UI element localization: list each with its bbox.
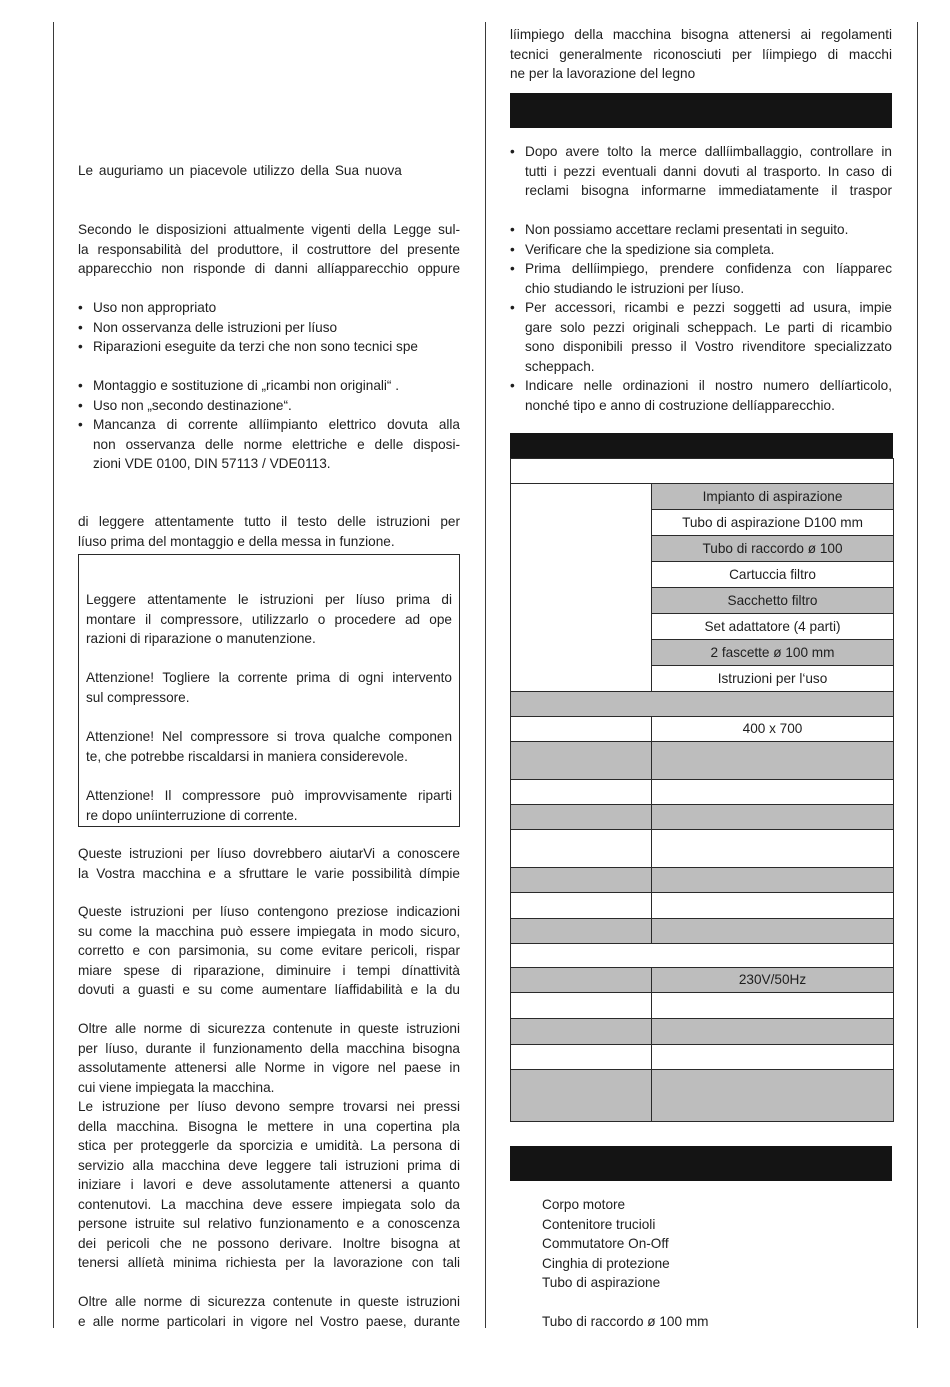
list-item: • Uso non „secondo destinazione“. (78, 396, 460, 416)
list-item: • Mancanza di corrente allíimpianto elettrico dovuta alla non osservanza delle norme elettriche e delle disposi- zioni VDE 0100, DIN 57113 / VDE0113. (78, 415, 460, 474)
left-margin-line (53, 22, 54, 1328)
table-cell (652, 919, 894, 944)
list-item: • Non osservanza delle istruzioni per líuso (78, 318, 460, 338)
table-cell (652, 1019, 894, 1045)
list-item: • Indicare nelle ordinazioni il nostro numero dellíarticolo, nonché tipo e anno di costruzione dellíapparecchio. (510, 376, 892, 415)
right-margin-line (917, 22, 918, 1328)
table-cell (511, 805, 652, 830)
list-item: • Per accessori, ricambi e pezzi soggetti ad usura, impie gare solo pezzi originali scheppach. Le parti di ricambio sono disponibili presso il Vostro rivenditore specializzato scheppach. (510, 298, 892, 376)
liability-paragraph: Secondo le disposizioni attualmente vigenti della Legge sul- la responsabilità del produttore, il costruttore del presente apparecchio non risponde di danni allíapparecchio oppure (78, 222, 460, 276)
table-cell (652, 780, 894, 805)
table-cell (511, 1070, 652, 1122)
table-cell (652, 805, 894, 830)
table-cell (511, 893, 652, 919)
table-cell: 2 fascette ø 100 mm (652, 640, 894, 666)
table-cell: 230V/50Hz (652, 968, 894, 993)
table-row (511, 944, 894, 968)
warning-paragraph-3: Attenzione! Nel compressore si trova qualche componen te, che potrebbe riscaldarsi in maniera considerevole. (86, 729, 452, 764)
table-cell (511, 1019, 652, 1045)
table-cell (511, 968, 652, 993)
list-item: • Riparazioni eseguite da terzi che non sono tecnici spe (78, 337, 460, 357)
list-item: Tubo di aspirazione (542, 1275, 661, 1290)
table-cell (652, 993, 894, 1019)
table-cell: Set adattatore (4 parti) (652, 614, 894, 640)
regulations-paragraph: Oltre alle norme di sicurezza contenute in queste istruzioni e alle norme particolari in vigore nel Vostro paese, durante (78, 1294, 460, 1329)
list-item: Cinghia di protezione (542, 1255, 670, 1271)
parts-list-extra: Tubo di raccordo ø 100 mm (542, 1314, 709, 1329)
table-cell (652, 893, 894, 919)
list-item: Corpo motore (542, 1197, 626, 1212)
exclusions-list-2 (78, 376, 460, 474)
list-item: Commutatore On-Off (542, 1236, 669, 1251)
list-item: • Dopo avere tolto la merce dallíimballaggio, controllare in tutti i pezzi eventuali danni dovuti al trasporto. In caso di reclami bisogna informarne immediatamente il traspor (510, 142, 892, 201)
safety-warning-box (78, 554, 460, 827)
exclusions-list-1 (78, 298, 460, 357)
table-cell: Tubo di aspirazione D100 mm (652, 510, 894, 536)
section-header-bar-2 (510, 1146, 892, 1181)
table-cell: Impianto di aspirazione (652, 484, 894, 510)
warning-paragraph-1: Leggere attentamente le istruzioni per líuso prima di montare il compressore, utilizzarlo o procedere ad ope razioni di riparazione o manutenzione. (86, 592, 452, 646)
technical-data-table (510, 458, 894, 1122)
table-cell (652, 1045, 894, 1070)
list-item: • Montaggio e sostituzione di „ricambi non originali“ . (78, 376, 460, 396)
intro-text: Le auguriamo un piacevole utilizzo della Sua nuova (78, 163, 402, 178)
table-cell: 400 x 700 (652, 717, 894, 742)
delivery-notes-list (510, 220, 892, 415)
list-item: • Prima dellíimpiego, prendere confidenza con líapparec chio studiando le istruzioni per líuso. (510, 259, 892, 298)
parts-list (542, 1195, 882, 1293)
list-item: • Verificare che la spedizione sia completa. (510, 240, 892, 260)
table-cell (511, 868, 652, 893)
table-cell (511, 742, 652, 780)
table-cell (652, 868, 894, 893)
table-cell (511, 830, 652, 868)
table-cell: Tubo di raccordo ø 100 (652, 536, 894, 562)
table-cell (511, 993, 652, 1019)
table-cell (511, 919, 652, 944)
technical-rules-paragraph: líimpiego della macchina bisogna attenersi ai regolamenti tecnici generalmente riconosciuti per líimpiego di macchi ne per la lavorazione del legno (510, 27, 892, 81)
center-divider-line (485, 22, 486, 1328)
warning-paragraph-2: Attenzione! Togliere la corrente prima di ogni intervento sul compressore. (86, 670, 452, 705)
table-cell (511, 780, 652, 805)
contents-paragraph: Queste istruzioni per líuso contengono preziose indicazioni su come la macchina può essere impiegata in modo sicuro, corretto e con parsimonia, su come evitare pericoli, rispar miare spese di riparazione, diminuire i tempi dínattività dovuti a guasti e su come aumentare líaffidabilità e la du (78, 904, 460, 997)
unpacking-list (510, 142, 892, 201)
section-header-bar (510, 93, 892, 128)
table-cell (511, 484, 652, 692)
table-cell (511, 1045, 652, 1070)
table-cell (511, 717, 652, 742)
table-cell (652, 830, 894, 868)
purpose-paragraph: Queste istruzioni per líuso dovrebbero aiutarVi a conoscere la Vostra macchina e a sfruttare le varie possibilità dímpie (78, 846, 460, 881)
list-item: • Uso non appropriato (78, 298, 460, 318)
table-header-bar (510, 433, 893, 458)
warning-paragraph-4: Attenzione! Il compressore può improvvisamente riparti re dopo uníinterruzione di corrente. (86, 788, 452, 823)
safety-norms-paragraph: Oltre alle norme di sicurezza contenute in queste istruzioni per líuso, durante il funzionamento della macchina bisogna assolutamente attenersi alle Norme in vigore nel paese in cui viene impiegata la macchina. Le istruzione per líuso devono sempre trovarsi nei pressi della macchina. Bisogna le metterе in una copertina pla stica per proteggerle da sporcizia e umidità. La persona di servizio alla macchina deve leggere tali istruzioni prima di iniziare i lavori e deve assolutamente attenersi a quanto contenutovi. La macchina deve essere impiegata solo da persone istruite sul relativo funzionamento e a conoscenza dei pericoli che ne possono derivare. Inoltre bisogna at tenersi allíetà minima richiesta per la lavorazione con tali (78, 1021, 460, 1270)
table-cell: Sacchetto filtro (652, 588, 894, 614)
table-row (511, 692, 894, 717)
list-item: Contenitore trucioli (542, 1216, 656, 1232)
list-item: • Non possiamo accettare reclami presentati in seguito. (510, 220, 892, 240)
read-instructions-paragraph: di leggere attentamente tutto il testo delle istruzioni per líuso prima del montaggio e della messa in funzione. (78, 514, 460, 549)
table-cell (652, 742, 894, 780)
table-cell (652, 1070, 894, 1122)
table-row (511, 459, 894, 484)
table-cell: Istruzioni per l‘uso (652, 666, 894, 692)
table-cell: Cartuccia filtro (652, 562, 894, 588)
